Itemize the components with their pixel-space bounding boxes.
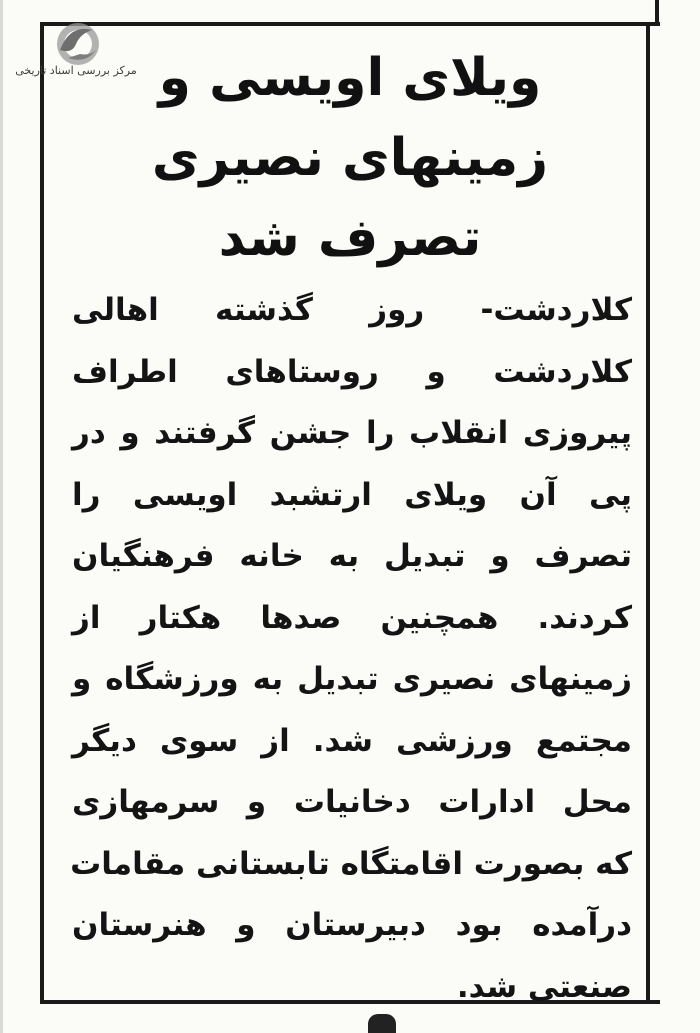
body-line: کردند. همچنین صدها هکتار از (72, 599, 632, 636)
body-line-text: روز گذشته اهالی (72, 292, 425, 328)
archive-center-caption: مرکز بررسی اسناد تاریخی (15, 64, 137, 77)
headline-line: تصرف شد (218, 208, 482, 268)
body-line: درآمده بود دبیرستان و هنرستان (72, 907, 632, 943)
article-body (72, 280, 632, 1018)
body-line (72, 280, 632, 342)
headline-line: زمینهای نصیری (151, 128, 549, 188)
body-line: که بصورت اقامتگاه تابستانی مقامات (70, 845, 632, 882)
body-line: کلاردشت و روستاهای اطراف (72, 353, 632, 390)
body-line: تصرف و تبدیل به خانه فرهنگیان (72, 538, 632, 574)
body-line: صنعتی شد. (456, 968, 632, 1005)
body-line: پی آن ویلای ارتشبد اویسی را (72, 476, 632, 513)
article-headline (80, 38, 620, 278)
body-line: محل ادارات دخانیات و سرمهازی (72, 784, 632, 820)
body-line: مجتمع ورزشی شد. از سوی دیگر (72, 722, 632, 759)
headline-line: ویلای اویسی و (158, 48, 542, 108)
body-line: پیروزی انقلاب را جشن گرفتند و در (72, 415, 632, 451)
body-line: زمینهای نصیری تبدیل به ورزشگاه و (72, 661, 632, 697)
dateline: کلاردشت- (480, 292, 633, 328)
scan-edge (0, 0, 3, 1033)
